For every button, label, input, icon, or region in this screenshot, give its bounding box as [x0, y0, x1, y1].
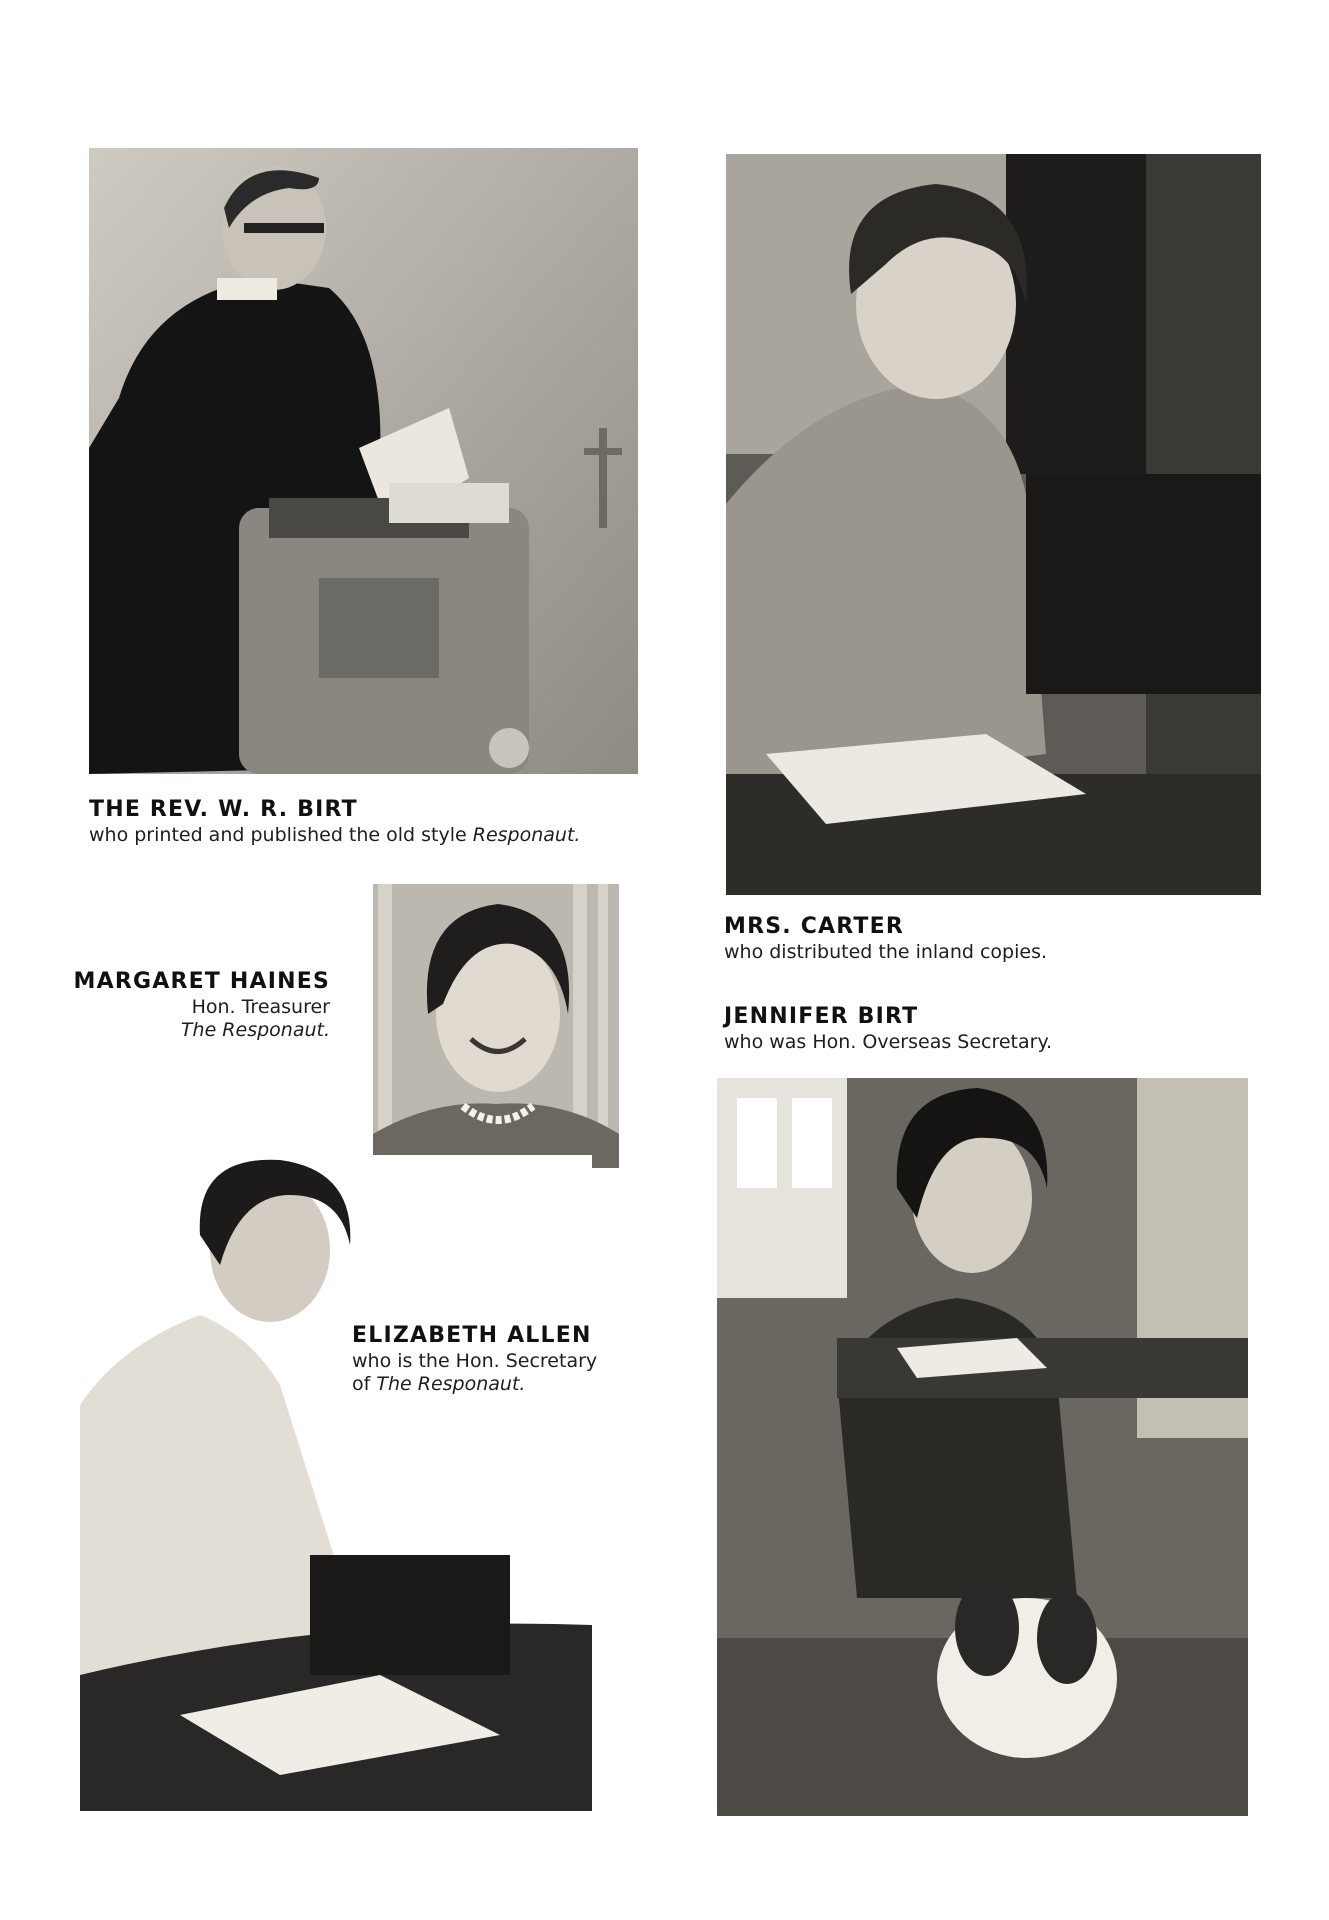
caption-line-1: who is the Hon. Secretary [352, 1349, 598, 1372]
photo-jennifer-birt [717, 1078, 1248, 1816]
caption-line-2-text: of [352, 1373, 377, 1396]
caption-description [89, 824, 580, 848]
caption-name: ELIZABETH ALLEN [352, 1323, 592, 1348]
photo-rev-birt [89, 148, 638, 774]
caption-desc-italic: Responaut. [472, 823, 581, 846]
caption-rev-birt [89, 796, 580, 847]
caption-name: MRS. CARTER [724, 914, 904, 939]
photo-margaret-haines [373, 884, 619, 1168]
photo-elizabeth-allen [80, 1155, 592, 1811]
caption-line-2-italic: The Responaut. [376, 1373, 526, 1396]
caption-description: who was Hon. Overseas Secretary. [724, 1030, 1053, 1053]
caption-jennifer-birt [724, 1003, 1052, 1054]
photo-mrs-carter [726, 154, 1261, 895]
caption-line-2 [352, 1373, 597, 1397]
caption-name: THE REV. W. R. BIRT [89, 797, 358, 822]
caption-margaret-haines [60, 968, 330, 1043]
caption-name: JENNIFER BIRT [724, 1004, 919, 1029]
caption-name: MARGARET HAINES [73, 969, 330, 994]
caption-elizabeth-allen [352, 1322, 597, 1397]
caption-desc-text: who printed and published the old style [89, 823, 473, 846]
caption-line-2: The Responaut. [180, 1019, 330, 1042]
caption-mrs-carter [724, 913, 1047, 964]
caption-description: who distributed the inland copies. [724, 940, 1048, 963]
caption-line-1: Hon. Treasurer [191, 995, 330, 1018]
